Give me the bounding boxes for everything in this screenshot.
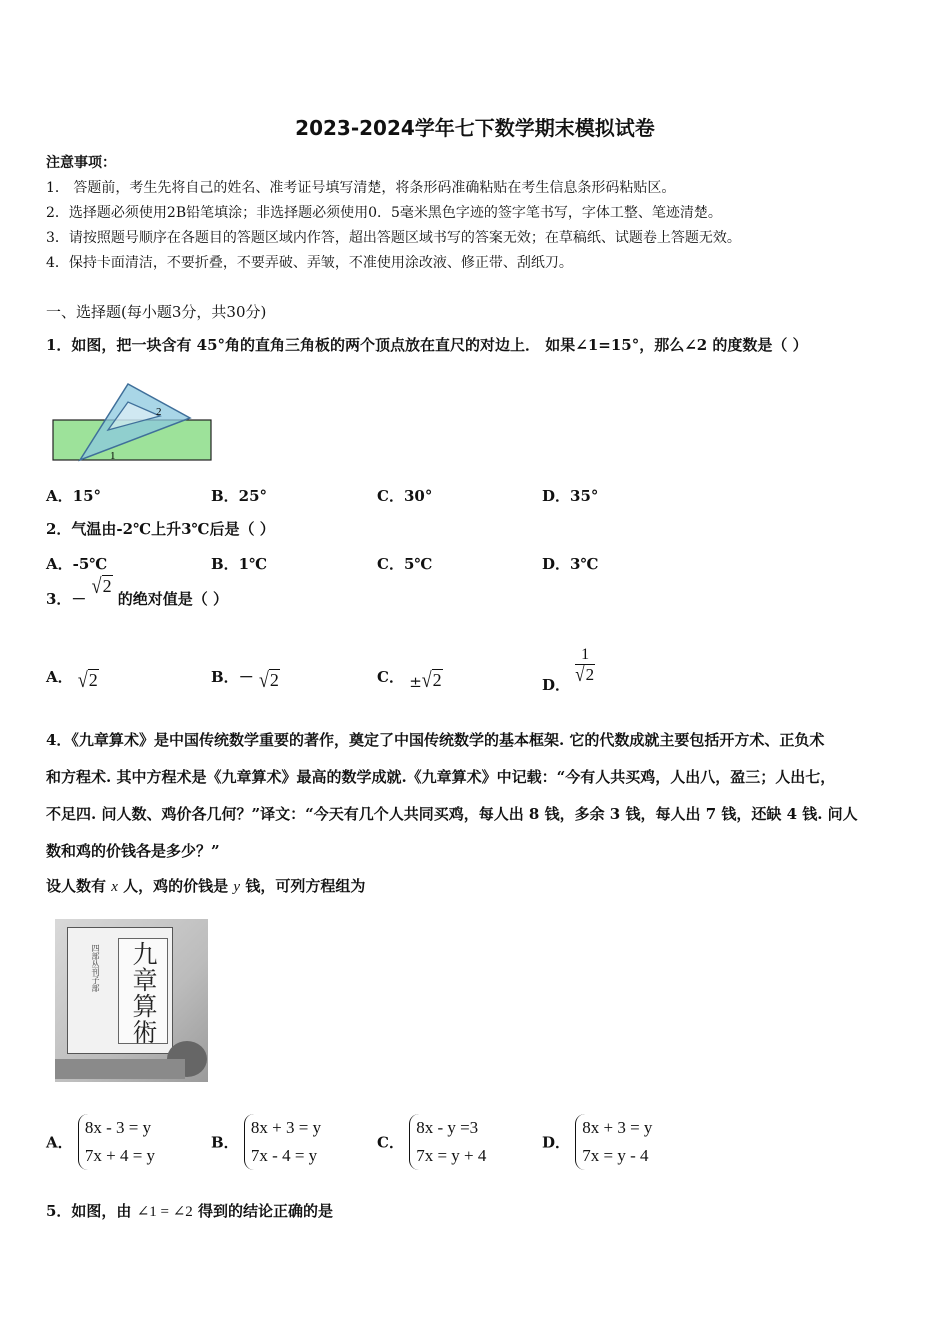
option-a[interactable]: A．-5℃ [46, 555, 108, 573]
option-b[interactable]: B．－ √2 [211, 667, 279, 692]
question-3-prefix: 3．－ [46, 590, 87, 608]
question-3-text [46, 573, 229, 609]
option-a[interactable]: A．15° [46, 487, 102, 505]
question-4-line: 4．《九章算术》是中国传统数学重要的著作，奠定了中国传统数学的基本框架. 它的代数成就主要包括开方术、正负术 [46, 731, 825, 749]
option-a[interactable]: A． 8x - 3 = y 7x + 4 = y [46, 1114, 155, 1170]
angle-1-label: 1 [110, 450, 116, 462]
sqrt-expression: √2 [77, 667, 98, 692]
question-3-suffix: 的绝对值是（ ） [117, 590, 229, 608]
section-heading: 一、选择题(每小题3分，共30分) [46, 303, 267, 321]
equation-system: 8x + 3 = y 7x - 4 = y [244, 1114, 321, 1170]
sqrt-expression: √2 [421, 667, 442, 692]
notice-item: 4．保持卡面清洁，不要折叠，不要弄破、弄皱，不准使用涂改液、修正带、刮纸刀。 [46, 255, 573, 271]
equation-system: 8x + 3 = y 7x = y - 4 [575, 1114, 652, 1170]
angle-2-label: 2 [156, 406, 162, 418]
variable-y: y [233, 879, 241, 895]
option-b[interactable]: B．25° [211, 487, 268, 505]
option-d[interactable]: D．3℃ [542, 555, 599, 573]
book-cover [67, 927, 173, 1054]
question-1-text: 1．如图，把一块含有 45°角的直角三角板的两个顶点放在直尺的对边上． 如果∠1=15°，那么∠2 的度数是（ ） [46, 336, 808, 354]
fraction: $\frac{1}{√2}$ [575, 646, 595, 686]
book-base [55, 1059, 185, 1079]
option-d[interactable]: D．35° [542, 487, 599, 505]
book-label [118, 938, 168, 1044]
notice-heading: 注意事项： [46, 155, 116, 171]
option-c[interactable]: C． ±√2 [377, 667, 442, 692]
option-b[interactable]: B． 8x + 3 = y 7x - 4 = y [211, 1114, 321, 1170]
sqrt-expression: √2 [91, 573, 112, 598]
notice-item: 1． 答题前，考生先将自己的姓名、准考证号填写清楚，将条形码准确粘贴在考生信息条形码粘贴区。 [46, 180, 676, 196]
variable-x: x [111, 879, 118, 895]
book-side-text: 四部丛刊子部 [91, 944, 100, 992]
option-c[interactable]: C．5℃ [377, 555, 433, 573]
page-title: 2023-2024学年七下数学期末模拟试卷 [295, 116, 655, 140]
question-4-setup: 设人数有 x 人，鸡的价钱是 y 钱，可列方程组为 [46, 877, 366, 895]
sqrt-expression: √2 [258, 667, 279, 692]
equation-system: 8x - y =3 7x = y + 4 [409, 1114, 486, 1170]
notice-item: 3．请按照题号顺序在各题目的答题区域内作答，超出答题区域书写的答案无效；在草稿纸、试题卷上答题无效。 [46, 230, 741, 246]
option-d[interactable]: D． 8x + 3 = y 7x = y - 4 [542, 1114, 652, 1170]
option-a[interactable]: A． √2 [46, 667, 98, 692]
ruler-triangle-figure [50, 380, 215, 465]
notice-item: 2．选择题必须使用2B铅笔填涂；非选择题必须使用0．5毫米黑色字迹的签字笔书写，字体工整、笔迹清楚。 [46, 205, 722, 221]
question-4-line: 不足四. 问人数、鸡价各几何？”译文：“今天有几个人共同买鸡，每人出 8 钱，多余 3 钱，每人出 7 钱，还缺 4 钱. 问人 [46, 805, 858, 823]
option-c[interactable]: C．30° [377, 487, 433, 505]
option-d[interactable]: D． $\frac{1}{√2}$ [542, 646, 595, 694]
equation-system: 8x - 3 = y 7x + 4 = y [78, 1114, 155, 1170]
book-image [55, 919, 208, 1082]
question-4-line: 数和鸡的价钱各是多少？” [46, 842, 220, 860]
option-b[interactable]: B．1℃ [211, 555, 268, 573]
question-2-text: 2．气温由-2℃上升3℃后是（ ） [46, 520, 275, 538]
option-c[interactable]: C． 8x - y =3 7x = y + 4 [377, 1114, 486, 1170]
book-title: 九章算術 [129, 941, 158, 1045]
question-5-text: 5．如图，由 ∠1 = ∠2 得到的结论正确的是 [46, 1202, 334, 1220]
question-4-line: 和方程术. 其中方程术是《九章算术》最高的数学成就.《九章算术》中记载：“今有人共买鸡，人出八，盈三；人出七， [46, 768, 836, 786]
angle-condition: ∠1 = ∠2 [136, 1204, 193, 1220]
